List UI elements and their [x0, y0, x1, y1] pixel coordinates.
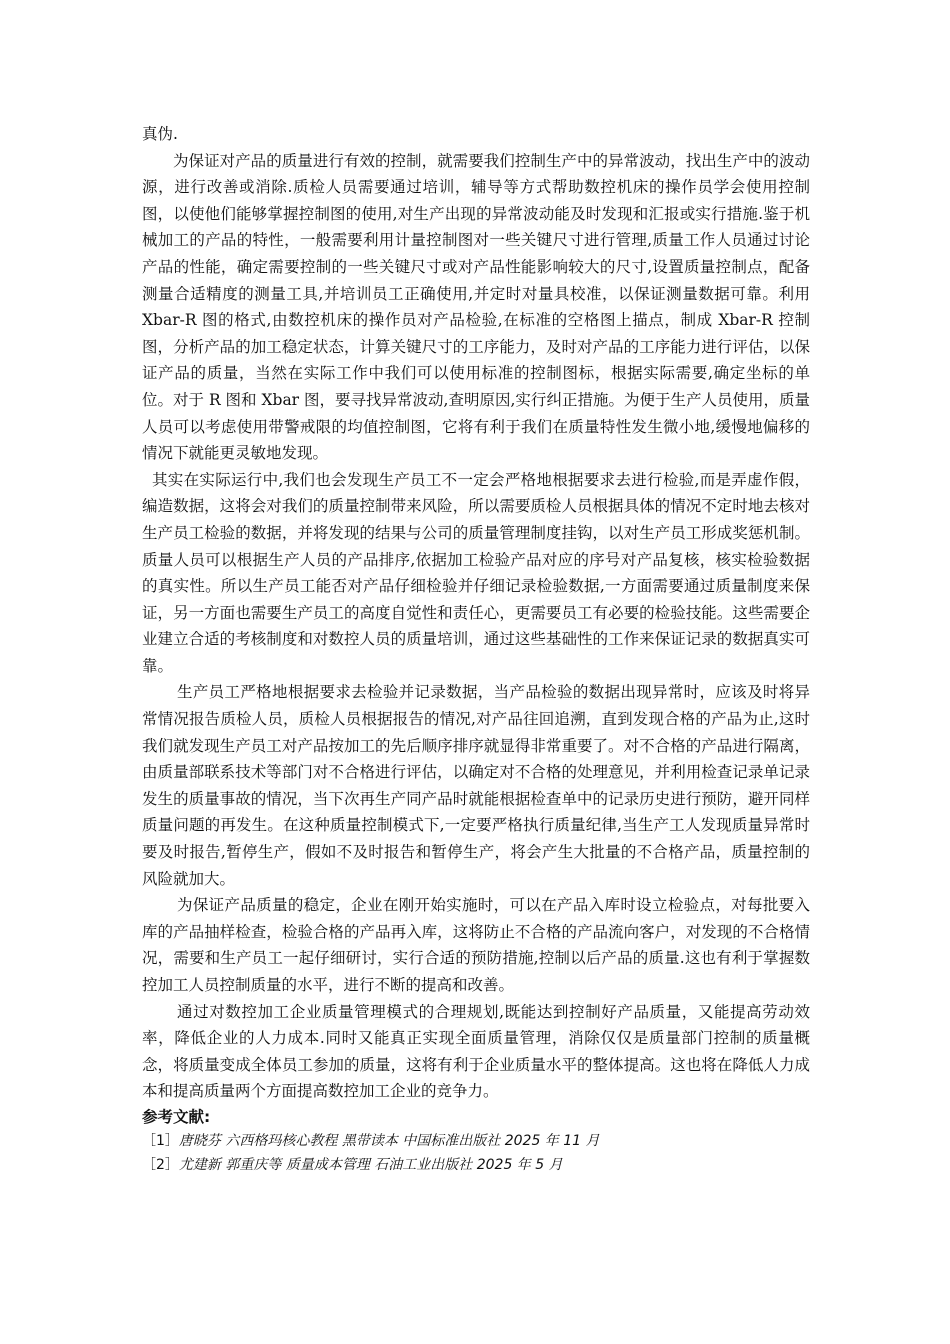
document-page: [142, 121, 810, 1177]
paragraph-5: 通过对数控加工企业质量管理模式的合理规划,既能达到控制好产品质量，又能提高劳动效率，降低企业的人力成本.同时又能真正实现全面质量管理，消除仅仅是质量部门控制的质量概念，将质量变成全体员工参加的质量，这将有利于企业质量水平的整体提高。这也将在降低人力成本和提高质量两个方面提高数控加工企业的竞争力。: [142, 1002, 810, 1101]
reference-text: 尤建新 郭重庆等 质量成本管理 石油工业出版社 2025 年 5 月: [178, 1156, 563, 1173]
paragraph-3: 生产员工严格地根据要求去检验并记录数据，当产品检验的数据出现异常时，应该及时将异常情况报告质检人员，质检人员根据报告的情况,对产品往回追溯，直到发现合格的产品为止,这时我们就发现生产员工对产品按加工的先后顺序排序就显得非常重要了。对不合格的产品进行隔离，由质量部联系技术等部门对不合格进行评估，以确定对不合格的处理意见，并利用检查记录单记录发生的质量事故的情况，当下次再生产同产品时就能根据检查单中的记录历史进行预防，避开同样质量问题的再发生。在这种质量控制模式下,一定要严格执行质量纪律,当生产工人发现质量异常时要及时报告,暂停生产，假如不及时报告和暂停生产，将会产生大批量的不合格产品，质量控制的风险就加大。: [142, 683, 810, 888]
paragraph-0: 真伪.: [142, 125, 178, 143]
reference-number: ［1］: [142, 1132, 179, 1149]
paragraph-4: 为保证产品质量的稳定，企业在刚开始实施时，可以在产品入库时设立检验点，对每批要入库的产品抽样检查，检验合格的产品再入库，这将防止不合格的产品流向客户，对发现的不合格情况，需要和生产员工一起仔细研讨，实行合适的预防措施,控制以后产品的质量.这也有利于掌握数控加工人员控制质量的水平，进行不断的提高和改善。: [142, 896, 810, 994]
reference-item: [142, 1129, 810, 1153]
paragraph-2: 其实在实际运行中,我们也会发现生产员工不一定会严格地根据要求去进行检验,而是弄虚作假，编造数据，这将会对我们的质量控制带来风险，所以需要质检人员根据具体的情况不定时地去核对生产员工检验的数据，并将发现的结果与公司的质量管理制度挂钩，以对生产员工形成奖惩机制。质量人员可以根据生产人员的产品排序,依据加工检验产品对应的序号对产品复核，核实检验数据的真实性。所以生产员工能否对产品仔细检验并仔细记录检验数据,一方面需要通过质量制度来保证，另一方面也需要生产员工的高度自觉性和责任心，更需要员工有必要的检验技能。这些需要企业建立合适的考核制度和对数控人员的质量培训，通过这些基础性的工作来保证记录的数据真实可靠。: [142, 470, 810, 675]
paragraph-1: 为保证对产品的质量进行有效的控制，就需要我们控制生产中的异常波动，找出生产中的波动源，进行改善或消除.质检人员需要通过培训，辅导等方式帮助数控机床的操作员学会使用控制图，以使他们能够掌握控制图的使用,对生产出现的异常波动能及时发现和汇报或实行措施.鉴于机械加工的产品的特性，一般需要利用计量控制图对一些关键尺寸进行管理,质量工作人员通过讨论产品的性能，确定需要控制的一些关键尺寸或对产品性能影响较大的尺寸,设置质量控制点，配备测量合适精度的测量工具,并培训员工正确使用,并定时对量具校准，以保证测量数据可靠。利用 Xbar-R 图的格式,由数控机床的操作员对产品检验,在标准的空格图上描点，制成 Xbar-R 控制图，分析产品的加工稳定状态，计算关键尺寸的工序能力，及时对产品的工序能力进行评估，以保证产品的质量，当然在实际工作中我们可以使用标准的控制图标，根据实际需要,确定坐标的单位。对于 R 图和 Xbar 图，要寻找异常波动,查明原因,实行纠正措施。为便于生产人员使用，质量人员可以考虑使用带警戒限的均值控制图，它将有利于我们在质量特性发生微小地,缓慢地偏移的情况下就能更灵敏地发现。: [142, 151, 810, 463]
references-heading: 参考文献:: [142, 1107, 211, 1126]
reference-number: ［2］: [142, 1156, 179, 1173]
reference-text: 唐晓芬 六西格玛核心教程 黑带读本 中国标准出版社 2025 年 11 月: [178, 1132, 600, 1149]
reference-item: [142, 1153, 810, 1177]
